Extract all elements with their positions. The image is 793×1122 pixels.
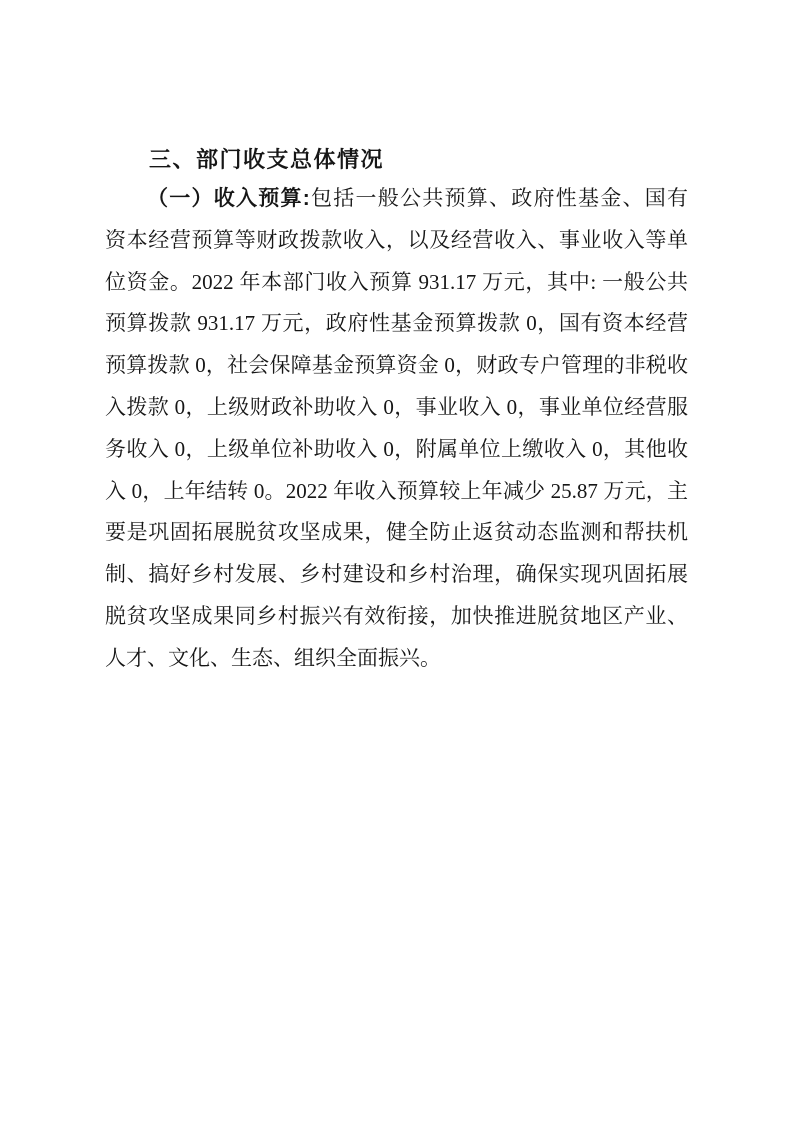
paragraph-text: 位资金。2022 年本部门收入预算 931.17 万元，其中: 一般公共: [105, 269, 688, 294]
paragraph-text: 资本经营预算等财政拨款收入，以及经营收入、事业收入等单: [105, 227, 688, 252]
paragraph-text: 务收入 0，上级单位补助收入 0，附属单位上缴收入 0，其他收: [105, 436, 688, 461]
text-line: [105, 512, 688, 554]
text-line: [105, 262, 688, 304]
text-line: [105, 471, 688, 513]
paragraph-text: 预算拨款 931.17 万元，政府性基金预算拨款 0，国有资本经营: [105, 311, 688, 336]
paragraph-text: 制、搞好乡村发展、乡村建设和乡村治理，确保实现巩固拓展: [105, 562, 688, 587]
text-line: [105, 429, 688, 471]
paragraph-text: 包括一般公共预算、政府性基金、国有: [309, 186, 688, 210]
paragraph-text: 脱贫攻坚成果同乡村振兴有效衔接，加快推进脱贫地区产业、: [105, 603, 688, 628]
paragraph-text: 人才、文化、生态、组织全面振兴。: [105, 645, 441, 670]
text-line: [105, 554, 688, 596]
paragraph-text: 入 0，上年结转 0。2022 年收入预算较上年减少 25.87 万元，主: [105, 478, 688, 503]
text-line: [105, 345, 688, 387]
text-line: [105, 638, 688, 680]
paragraph-text: 入拨款 0，上级财政补助收入 0，事业收入 0，事业单位经营服: [105, 394, 688, 419]
paragraph-lead-label: （一）收入预算:: [147, 187, 310, 210]
text-line: [105, 303, 688, 345]
paragraph-text: 预算拨款 0，社会保障基金预算资金 0，财政专户管理的非税收: [105, 353, 688, 378]
text-line: [105, 596, 688, 638]
paragraph-text: 要是巩固拓展脱贫攻坚成果，健全防止返贫动态监测和帮扶机: [105, 520, 688, 545]
income-budget-paragraph: [105, 178, 688, 680]
text-line: [105, 387, 688, 429]
text-line: [105, 220, 688, 262]
section-heading: 三、部门收支总体情况: [149, 147, 385, 172]
text-line: [105, 178, 688, 220]
